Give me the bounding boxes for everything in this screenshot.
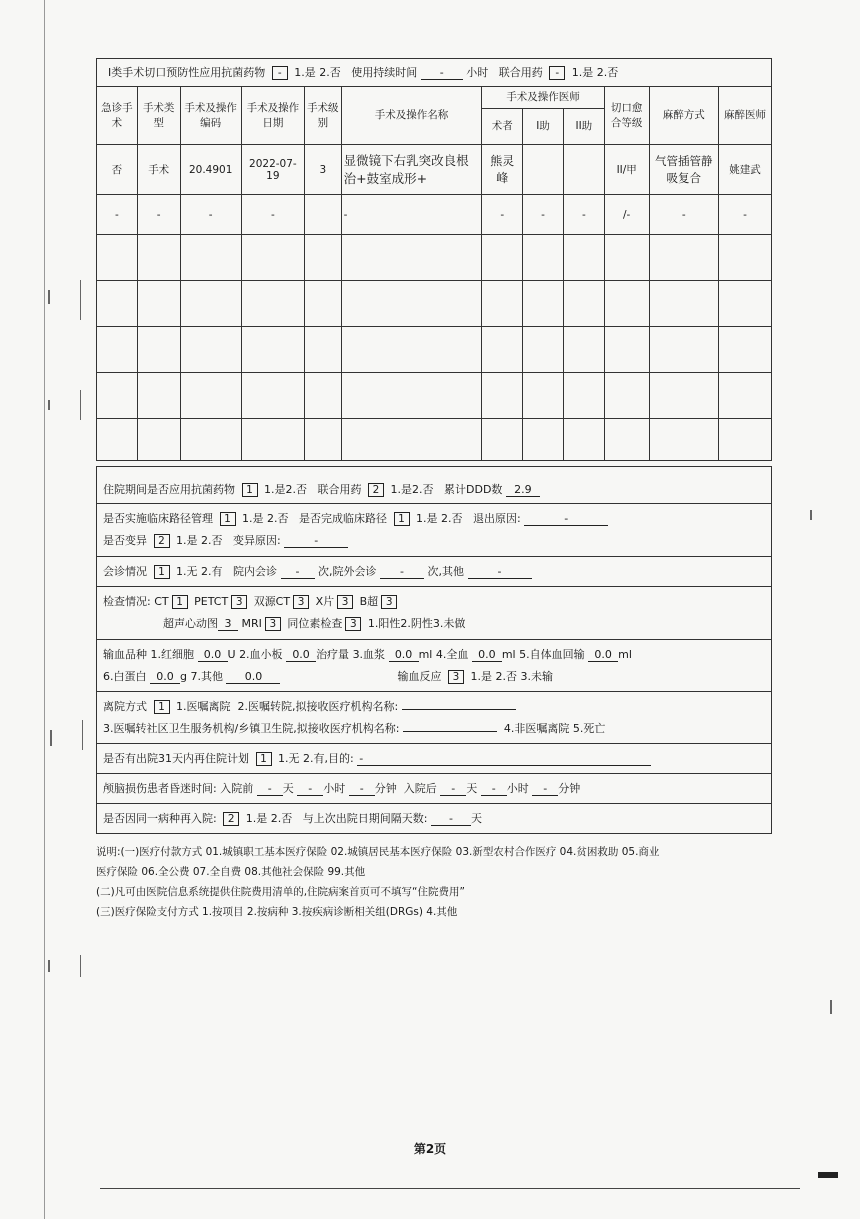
plt-unit: 治疗量: [316, 648, 350, 661]
pathway-box[interactable]: 1: [220, 512, 236, 526]
table-row: [97, 235, 772, 281]
readmit31-value[interactable]: -: [357, 752, 651, 766]
exit-reason-label: 退出原因:: [473, 512, 521, 525]
exam-mri-box[interactable]: 3: [265, 617, 281, 631]
rbc-unit: U: [227, 648, 236, 661]
hour-unit: 小时: [506, 782, 529, 795]
other-blood-value[interactable]: 0.0: [226, 670, 280, 684]
cell-anesthetist[interactable]: 姚建武: [718, 145, 771, 195]
cell-name[interactable]: -: [341, 195, 482, 235]
exam-petct-box[interactable]: 3: [231, 595, 247, 609]
interval-value[interactable]: -: [431, 812, 471, 826]
exam-bmode-label: B超: [359, 595, 379, 608]
inner-consult-value[interactable]: -: [281, 565, 315, 579]
header-code: 手术及操作编码: [180, 87, 241, 145]
day-unit: 天: [282, 782, 294, 795]
prophylactic-box[interactable]: -: [272, 66, 288, 80]
cell-emergency[interactable]: -: [97, 195, 138, 235]
exam-echo-label: 超声心动图: [163, 617, 218, 630]
exam-ct-box[interactable]: 1: [172, 595, 188, 609]
auto-label: 5.自体血回输: [519, 648, 585, 661]
cell-assist1[interactable]: -: [523, 195, 564, 235]
cell-assist1[interactable]: [523, 145, 564, 195]
prophylactic-options: 1.是 2.否: [294, 66, 341, 79]
scan-speck: [80, 955, 81, 977]
exam-xray-label: X片: [315, 595, 335, 608]
whole-unit: ml: [501, 648, 516, 661]
transfusion-label: 输血品种: [103, 648, 147, 661]
rbc-label: 1.红细胞: [150, 648, 194, 661]
variation-label: 是否变异: [103, 534, 147, 547]
exit-reason-value[interactable]: -: [524, 512, 608, 526]
same-disease-box[interactable]: 2: [223, 812, 239, 826]
cell-incision[interactable]: /-: [604, 195, 649, 235]
scan-speck: [50, 730, 52, 746]
whole-label: 4.全血: [435, 648, 469, 661]
scan-speck: [48, 400, 50, 410]
plasma-unit: ml: [418, 648, 433, 661]
variation-box[interactable]: 2: [154, 534, 170, 548]
duration-value[interactable]: -: [421, 66, 463, 80]
cell-anesthesia[interactable]: -: [649, 195, 718, 235]
discharge-opt1: 1.医嘱离院: [176, 700, 231, 713]
whole-value[interactable]: 0.0: [472, 648, 502, 662]
scan-speck: [48, 960, 50, 972]
scan-speck: [810, 510, 812, 520]
consult-box[interactable]: 1: [154, 565, 170, 579]
cell-type[interactable]: -: [137, 195, 180, 235]
reaction-label: 输血反应: [397, 670, 442, 683]
other-blood-label: 7.其他: [190, 670, 223, 683]
header-type: 手术类型: [137, 87, 180, 145]
pathway-complete-box[interactable]: 1: [394, 512, 410, 526]
coma-before-min[interactable]: -: [349, 782, 375, 796]
header-assist1: I助: [523, 109, 564, 145]
min-unit: 分钟: [374, 782, 397, 795]
transfusion-section: [96, 640, 772, 692]
scan-speck: [80, 280, 81, 320]
exam-echo-box[interactable]: 3: [218, 617, 238, 631]
combo-options: 1.是 2.否: [571, 66, 619, 79]
auto-unit: ml: [618, 648, 632, 661]
table-row: [97, 195, 772, 235]
cell-code[interactable]: 20.4901: [180, 145, 241, 195]
consult-section: [96, 557, 772, 587]
scan-speck: [830, 1000, 832, 1014]
table-row: [97, 281, 772, 327]
inner-consult-label: 院内会诊: [233, 565, 277, 578]
coma-after-label: 入院后: [403, 782, 437, 795]
note-fee: (二)凡可由医院信息系统提供住院费用清单的,住院病案首页可不填写“住院费用”: [96, 886, 465, 898]
pathway-complete-label: 是否完成临床路径: [299, 512, 387, 525]
exam-xray-box[interactable]: 3: [337, 595, 353, 609]
readmit31-box[interactable]: 1: [256, 752, 272, 766]
inner-consult-unit: 次,院外会诊: [318, 565, 377, 578]
table-row: [97, 145, 772, 195]
coma-after-day[interactable]: -: [440, 782, 466, 796]
operations-table: [96, 86, 772, 461]
cell-level[interactable]: [304, 195, 341, 235]
table-row: [97, 327, 772, 373]
antibiotics-combo-box[interactable]: 2: [368, 483, 384, 497]
hour-unit: 小时: [323, 782, 346, 795]
discharge-section: [96, 692, 772, 744]
scan-speck: [82, 720, 83, 750]
table-row: [97, 419, 772, 461]
cell-code[interactable]: -: [180, 195, 241, 235]
discharge-transfer-value[interactable]: [402, 709, 516, 710]
coma-before-day[interactable]: -: [257, 782, 283, 796]
coma-section: [96, 774, 772, 804]
header-date: 手术及操作日期: [241, 87, 304, 145]
min-unit: 分钟: [558, 782, 581, 795]
coma-before-label: 入院前: [220, 782, 254, 795]
coma-label: 颅脑损伤患者昏迷时间:: [103, 782, 217, 795]
header-surgeon: 术者: [482, 109, 523, 145]
scan-edge-line: [44, 0, 45, 1219]
readmit31-section: [96, 744, 772, 774]
cell-surgeon[interactable]: 熊灵峰: [482, 145, 523, 195]
cell-surgeon[interactable]: -: [482, 195, 523, 235]
exam-dualct-label: 双源CT: [253, 595, 291, 608]
discharge-opt4: 4.非医嘱离院 5.死亡: [503, 722, 606, 735]
discharge-label: 离院方式: [103, 700, 147, 713]
note-payment: 说明:(一)医疗付款方式 01.城镇职工基本医疗保险 02.城镇居民基本医疗保险 03.新型农村合作医疗 04.贫困救助 05.商业: [96, 846, 660, 858]
coma-after-hour[interactable]: -: [481, 782, 507, 796]
alb-unit: g: [180, 670, 187, 683]
scan-speck: [80, 390, 81, 420]
outer-consult-unit: 次,其他: [427, 565, 464, 578]
bottom-rule: [100, 1188, 800, 1189]
cell-level[interactable]: 3: [304, 145, 341, 195]
pathway-section: [96, 504, 772, 557]
scan-speck: [818, 1172, 838, 1178]
plasma-label: 3.血浆: [352, 648, 386, 661]
plt-label: 2.血小板: [239, 648, 283, 661]
header-anesthesia: 麻醉方式: [649, 87, 718, 145]
note-payment-cont: 医疗保险 06.全公费 07.全自费 08.其他社会保险 99.其他: [96, 866, 366, 878]
interval-unit: 天: [470, 812, 482, 825]
header-level: 手术级别: [304, 87, 341, 145]
note-insurance: (三)医疗保险支付方式 1.按项目 2.按病种 3.按疾病诊断相关组(DRGs) 4.其他: [96, 906, 458, 918]
header-assist2: II助: [563, 109, 604, 145]
duration-unit: 小时: [466, 66, 489, 79]
outer-consult-value[interactable]: -: [380, 565, 424, 579]
header-incision: 切口愈合等级: [604, 87, 649, 145]
pathway-options: 1.是 2.否: [242, 512, 289, 525]
same-disease-label: 是否因同一病种再入院:: [103, 812, 217, 825]
cell-assist2[interactable]: -: [563, 195, 604, 235]
auto-value[interactable]: 0.0: [588, 648, 618, 662]
same-disease-section: [96, 804, 772, 834]
cell-assist2[interactable]: [563, 145, 604, 195]
top-line-frame: [96, 58, 772, 86]
same-disease-options: 1.是 2.否: [245, 812, 293, 825]
discharge-box[interactable]: 1: [154, 700, 170, 714]
ddd-value[interactable]: 2.9: [506, 483, 540, 497]
exam-mri-label: MRI: [241, 617, 262, 630]
coma-after-min[interactable]: -: [532, 782, 558, 796]
discharge-community-value[interactable]: [403, 731, 497, 732]
consult-options: 1.无 2.有: [176, 565, 223, 578]
cell-type[interactable]: 手术: [137, 145, 180, 195]
header-emergency: 急诊手术: [97, 87, 138, 145]
cell-date[interactable]: -: [241, 195, 304, 235]
discharge-opt3: 3.医嘱转社区卫生服务机构/乡镇卫生院,拟接收医疗机构名称:: [103, 722, 400, 735]
exam-legend: 1.阳性2.阴性3.未做: [367, 617, 466, 630]
exam-label: 检查情况:: [103, 595, 151, 608]
header-surgeons: 手术及操作医师: [482, 87, 604, 109]
cell-name[interactable]: 显微镜下右乳突改良根治+鼓室成形+: [341, 145, 482, 195]
exam-ct-label: CT: [154, 595, 169, 608]
antibiotics-label: 住院期间是否应用抗菌药物: [103, 483, 235, 496]
table-row: [97, 373, 772, 419]
alb-value[interactable]: 0.0: [150, 670, 180, 684]
scan-speck: [48, 290, 50, 304]
exam-bmode-box[interactable]: 3: [381, 595, 397, 609]
cell-incision[interactable]: II/甲: [604, 145, 649, 195]
combo-label: 联合用药: [498, 66, 543, 79]
exam-isotope-label: 同位素检查: [287, 617, 343, 630]
exam-petct-label: PETCT: [194, 595, 229, 608]
antibiotics-combo-options: 1.是2.否: [390, 483, 434, 496]
consult-label: 会诊情况: [103, 565, 147, 578]
ddd-label: 累计DDD数: [444, 483, 503, 496]
readmit31-label: 是否有出院31天内再住院计划: [103, 752, 249, 765]
plasma-value[interactable]: 0.0: [389, 648, 419, 662]
antibiotics-section: [96, 466, 772, 504]
rbc-value[interactable]: 0.0: [198, 648, 228, 662]
day-unit: 天: [466, 782, 478, 795]
variation-reason-label: 变异原因:: [233, 534, 281, 547]
prophylactic-label: I类手术切口预防性应用抗菌药物: [108, 66, 266, 79]
exam-section: [96, 587, 772, 640]
discharge-opt2: 2.医嘱转院,拟接收医疗机构名称:: [237, 700, 399, 713]
cell-anesthetist[interactable]: -: [718, 195, 771, 235]
exam-isotope-box[interactable]: 3: [345, 617, 361, 631]
pathway-label: 是否实施临床路径管理: [103, 512, 213, 525]
reaction-box[interactable]: 3: [448, 670, 464, 684]
plt-value[interactable]: 0.0: [286, 648, 316, 662]
antibiotics-options: 1.是2.否: [264, 483, 307, 496]
combo-box[interactable]: -: [549, 66, 565, 80]
variation-options: 1.是 2.否: [176, 534, 223, 547]
cell-date[interactable]: 2022-07-19: [241, 145, 304, 195]
antibiotics-box[interactable]: 1: [242, 483, 258, 497]
coma-before-hour[interactable]: -: [297, 782, 323, 796]
other-consult-value[interactable]: -: [468, 565, 532, 579]
variation-reason-value[interactable]: -: [284, 534, 348, 548]
notes-block: [96, 842, 786, 922]
pathway-complete-options: 1.是 2.否: [416, 512, 463, 525]
antibiotics-combo-label: 联合用药: [317, 483, 362, 496]
header-name: 手术及操作名称: [341, 87, 482, 145]
page-number: 第2页: [413, 1142, 447, 1156]
cell-emergency[interactable]: 否: [97, 145, 138, 195]
cell-anesthesia[interactable]: 气管插管静吸复合: [649, 145, 718, 195]
reaction-options: 1.是 2.否 3.未输: [470, 670, 553, 683]
alb-label: 6.白蛋白: [103, 670, 147, 683]
exam-dualct-box[interactable]: 3: [293, 595, 309, 609]
header-anesthetist: 麻醉医师: [718, 87, 771, 145]
duration-label: 使用持续时间: [351, 66, 418, 79]
interval-label: 与上次出院日期间隔天数:: [302, 812, 428, 825]
readmit31-options: 1.无 2.有,目的:: [278, 752, 354, 765]
